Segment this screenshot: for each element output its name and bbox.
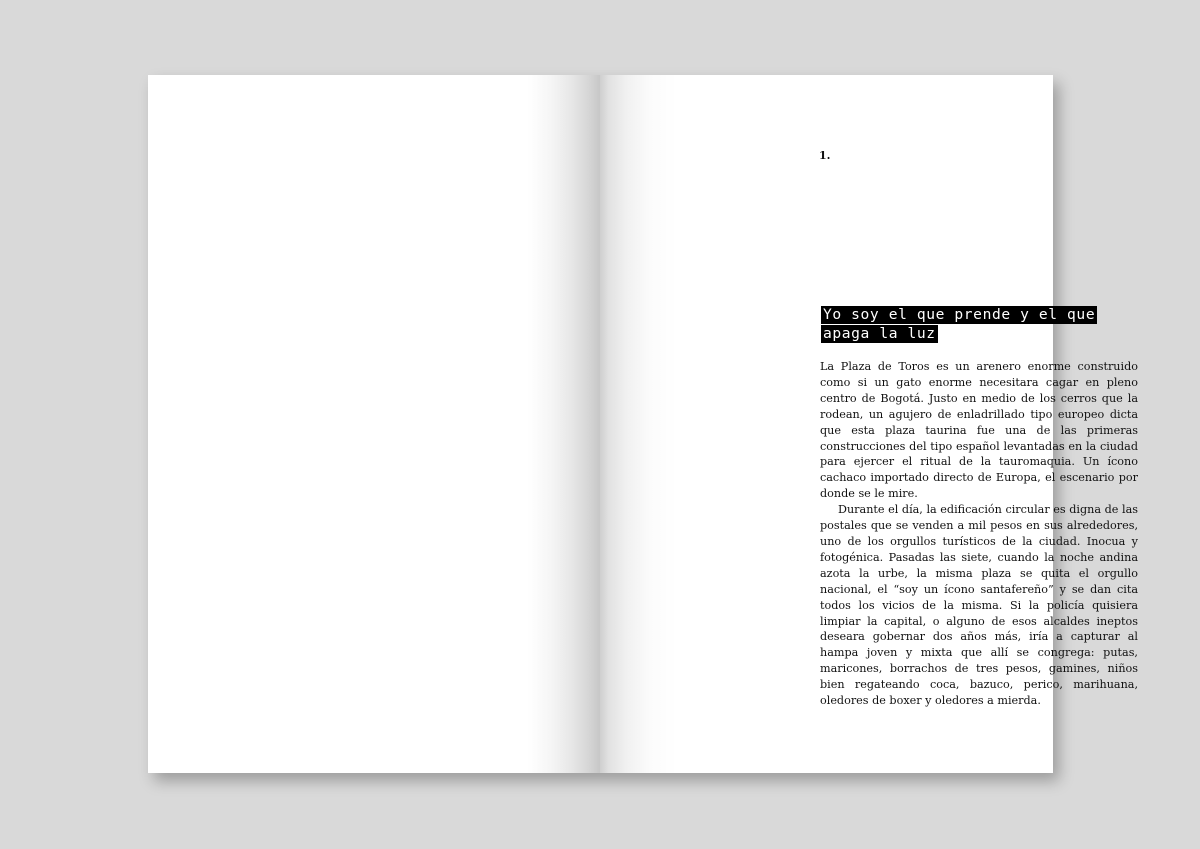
chapter-title-line: Yo soy el que prende y el que <box>823 306 1096 323</box>
paragraph: La Plaza de Toros es un arenero enorme construido como si un gato enorme necesitara cagar en pleno centro de Bogotá. Justo en medio de los cerros que la rodean, un agujero de enladrillado tipo europeo dicta que esta plaza taurina fue una de las primeras construcciones del tipo español levantadas en la ciudad para ejercer el ritual de la tauromaquia. Un ícono cachaco importado directo de Europa, el escenario por donde se le mire. <box>820 360 1138 501</box>
paragraph: Durante el día, la edificación circular es digna de las postales que se venden a mil pesos en sus alrededores, uno de los orgullos turísticos de la ciudad. Inocua y fotogénica. Pasadas las siete, cuando la noche andina azota la urbe, la misma plaza se quita el orgullo nacional, el “soy un ícono santafereño” y se dan cita todos los vicios de la misma. Si la policía quisiera limpiar la capital, o alguno de esos alcaldes ineptos deseara gobernar dos años más, iría a capturar al hampa joven y mixta que allí se congrega: putas, maricones, borrachos de tres pesos, gamines, niños bien regateando coca, bazuco, perico, marihuana, oledores de boxer y oledores a mierda. <box>820 503 1138 708</box>
right-page <box>600 75 1138 773</box>
chapter-number: 1. <box>819 149 831 162</box>
chapter-title-line: apaga la luz <box>823 325 936 342</box>
body-text <box>820 359 1138 709</box>
left-page <box>148 75 600 773</box>
open-book <box>148 75 1138 773</box>
chapter-title <box>821 306 1141 344</box>
